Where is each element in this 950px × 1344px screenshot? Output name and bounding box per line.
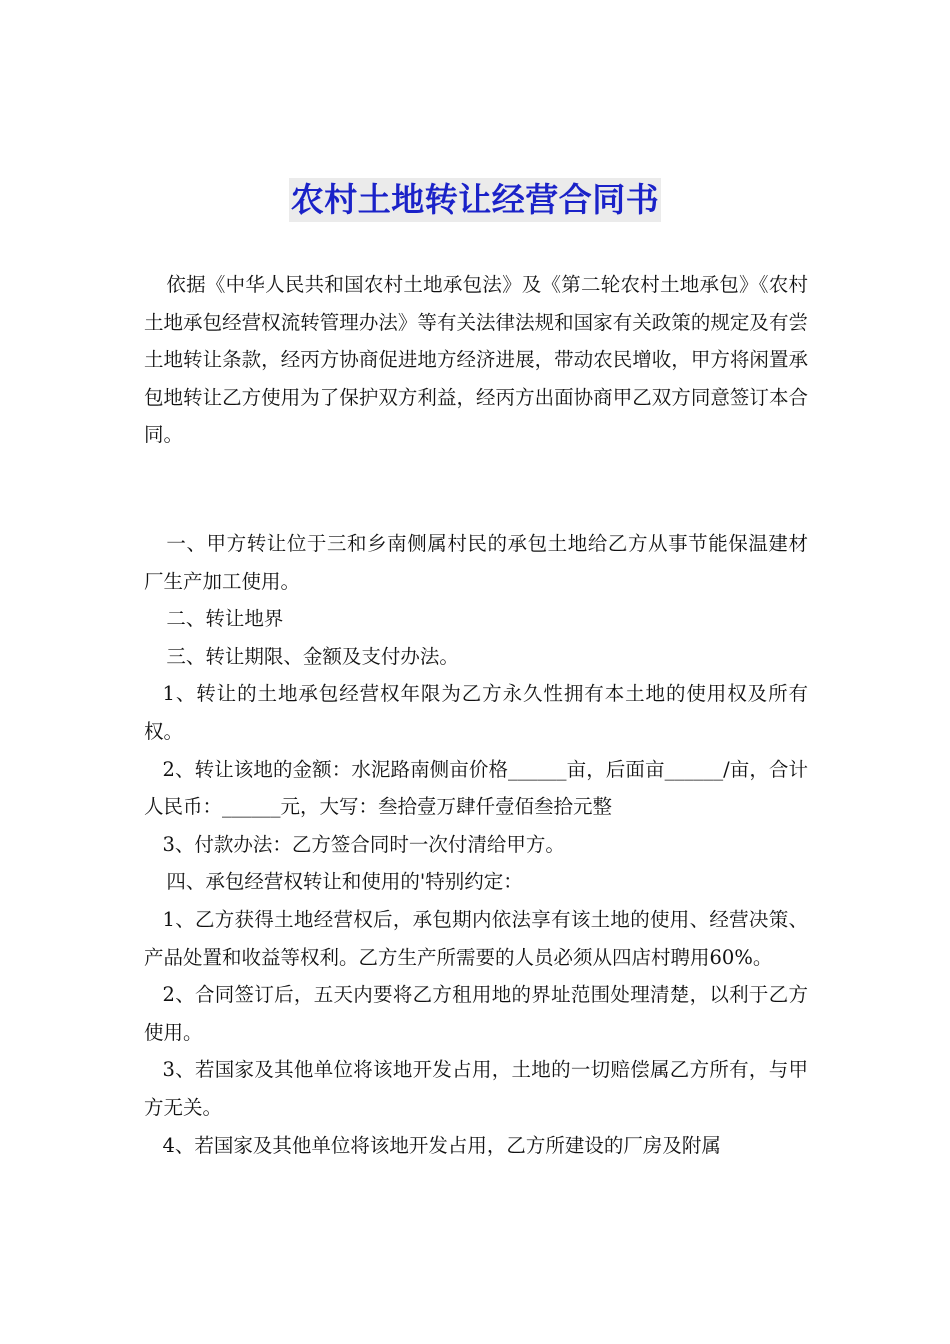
clause-paragraph: 1、转让的土地承包经营权年限为乙方永久性拥有本土地的使用权及所有权。 bbox=[144, 682, 808, 743]
intro-paragraph: 依据《中华人民共和国农村土地承包法》及《第二轮农村土地承包》《农村土地承包经营权流转管理办法》等有关法律法规和国家有关政策的规定及有尝土地转让条款，经丙方协商促进地方经济进展，带动农民增收，甲方将闲置承包地转让乙方使用为了保护双方利益，经丙方出面协商甲乙双方同意签订本合同。 bbox=[144, 273, 808, 447]
clause-paragraph: 4、若国家及其他单位将该地开发占用，乙方所建设的厂房及附属 bbox=[162, 1133, 721, 1157]
clause-paragraph: 2、转让该地的金额：水泥路南侧亩价格______亩，后面亩______/亩，合计人民币：______元，大写：叁拾壹万肆仟壹佰叁拾元整 bbox=[144, 757, 808, 819]
clause-paragraph: 3、若国家及其他单位将该地开发占用，土地的一切赔偿属乙方所有，与甲方无关。 bbox=[144, 1058, 808, 1119]
clause-paragraph: 一、甲方转让位于三和乡南侧属村民的承包土地给乙方从事节能保温建材厂生产加工使用。 bbox=[144, 532, 808, 593]
clause-paragraph: 2、合同签订后，五天内要将乙方租用地的界址范围处理清楚，以利于乙方使用。 bbox=[144, 983, 808, 1044]
clauses-section bbox=[144, 525, 808, 1164]
clause-paragraph: 四、承包经营权转让和使用的'特别约定： bbox=[166, 870, 523, 894]
clause-paragraph: 三、转让期限、金额及支付办法。 bbox=[166, 644, 459, 668]
intro-section bbox=[144, 266, 808, 454]
document-title: 农村土地转让经营合同书 bbox=[289, 178, 662, 222]
clause-paragraph: 二、转让地界 bbox=[166, 607, 284, 631]
clause-paragraph: 3、付款办法：乙方签合同时一次付清给甲方。 bbox=[162, 832, 565, 856]
title-container bbox=[0, 178, 950, 222]
clause-paragraph: 1、乙方获得土地经营权后，承包期内依法享有该土地的使用、经营决策、产品处置和收益等权利。乙方生产所需要的人员必须从四店村聘用60%。 bbox=[144, 907, 808, 969]
